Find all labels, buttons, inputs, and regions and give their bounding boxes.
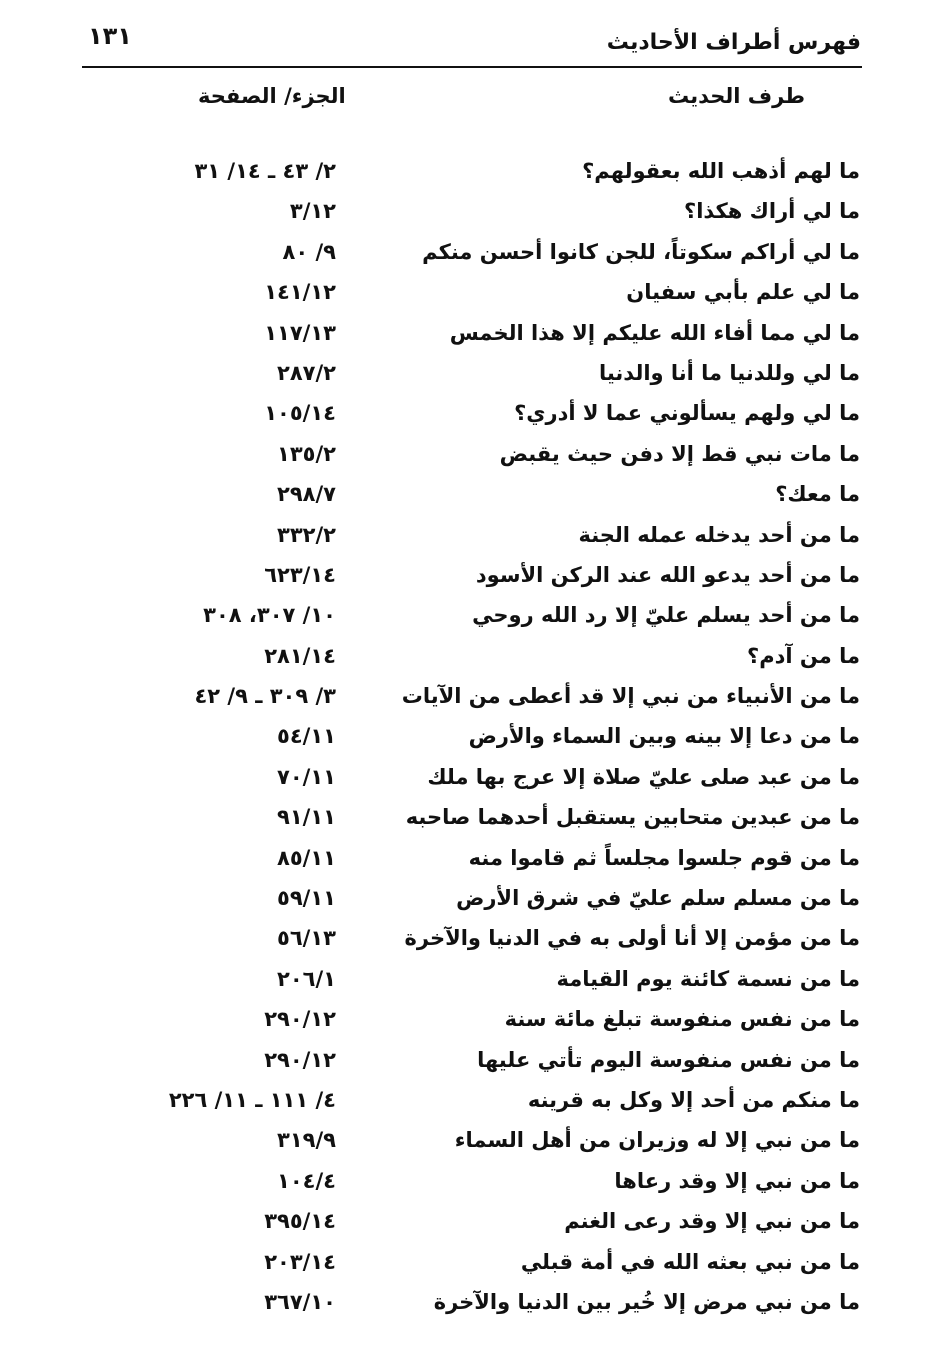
volume-page-ref: ٢٩٠/١٢ — [264, 1007, 336, 1032]
volume-page-ref: ٢٠٦/١ — [277, 966, 336, 991]
list-item — [82, 1084, 862, 1124]
volume-page-ref: ٢/ ٤٣ ـ ١٤/ ٣١ — [194, 159, 336, 183]
volume-page-ref: ٩١/١١ — [277, 805, 336, 830]
list-item — [82, 1044, 862, 1084]
header-rule — [82, 66, 862, 68]
hadith-text: ما منكم من أحد إلا وكل به قرينه — [527, 1087, 860, 1112]
hadith-text: ما لي علم بأبي سفيان — [626, 280, 860, 305]
column-header-reference: الجزء/ الصفحة — [198, 84, 346, 108]
list-item — [82, 519, 862, 559]
volume-page-ref: ٢٩٠/١٢ — [264, 1047, 336, 1072]
list-item — [82, 680, 862, 720]
list-item — [82, 317, 862, 357]
running-title: فهرس أطراف الأحاديث — [606, 30, 861, 55]
hadith-text: ما من مؤمن إلا أنا أولى به في الدنيا والآخرة — [404, 926, 860, 951]
volume-page-ref: ٢٠٣/١٤ — [264, 1249, 336, 1274]
hadith-text: ما من آدم؟ — [747, 643, 860, 668]
list-item — [82, 478, 862, 518]
volume-page-ref: ٧٠/١١ — [277, 764, 336, 789]
volume-page-ref: ٣/ ٣٠٩ ـ ٩/ ٤٢ — [194, 684, 336, 709]
list-item — [82, 882, 862, 922]
hadith-index-list — [82, 155, 862, 1326]
hadith-text: ما لي وللدنيا ما أنا والدنيا — [598, 360, 860, 385]
volume-page-ref: ١٠/ ٣٠٧، ٣٠٨ — [203, 603, 336, 628]
volume-page-ref: ٥٩/١١ — [277, 886, 336, 911]
column-header-hadith: طرف الحديث — [667, 84, 805, 108]
volume-page-ref: ١١٧/١٣ — [264, 320, 336, 345]
list-item — [82, 438, 862, 478]
list-item — [82, 195, 862, 235]
hadith-text: ما مات نبي قط إلا دفن حيث يقبض — [499, 441, 860, 466]
hadith-text: ما لي أراكم سكوتاً، للجن كانوا أحسن منكم — [422, 239, 860, 264]
list-item — [82, 559, 862, 599]
list-item — [82, 276, 862, 316]
list-item — [82, 1205, 862, 1245]
volume-page-ref: ٢٩٨/٧ — [277, 482, 336, 507]
list-item — [82, 842, 862, 882]
hadith-text: ما من عبدين متحابين يستقبل أحدهما صاحبه — [405, 805, 860, 830]
volume-page-ref: ٢٨١/١٤ — [264, 643, 336, 668]
list-item — [82, 801, 862, 841]
list-item — [82, 761, 862, 801]
list-item — [82, 155, 862, 195]
list-item — [82, 1165, 862, 1205]
volume-page-ref: ٤/ ١١١ ـ ١١/ ٢٢٦ — [168, 1087, 336, 1112]
hadith-text: ما من نبي بعثه الله في أمة قبلي — [520, 1249, 860, 1274]
volume-page-ref: ٣/١٢ — [289, 199, 336, 224]
volume-page-ref: ٥٦/١٣ — [277, 926, 336, 951]
hadith-text: ما من الأنبياء من نبي إلا قد أعطى من الآيات — [401, 684, 860, 709]
list-item — [82, 963, 862, 1003]
volume-page-ref: ١٤١/١٢ — [264, 280, 336, 305]
list-item — [82, 357, 862, 397]
hadith-text: ما لي أراك هكذا؟ — [684, 199, 860, 224]
list-item — [82, 599, 862, 639]
hadith-text: ما من نبي إلا وقد رعاها — [614, 1168, 860, 1193]
volume-page-ref: ٨٥/١١ — [277, 845, 336, 870]
volume-page-ref: ٥٤/١١ — [277, 724, 336, 749]
hadith-text: ما من أحد يدخله عمله الجنة — [578, 522, 860, 547]
volume-page-ref: ٣١٩/٩ — [277, 1128, 336, 1153]
hadith-text: ما من عبد صلى عليّ صلاة إلا عرج بها ملك — [427, 764, 860, 789]
hadith-text: ما لي مما أفاء الله عليكم إلا هذا الخمس — [449, 320, 860, 345]
hadith-text: ما من نفس منفوسة تبلغ مائة سنة — [504, 1007, 860, 1032]
list-item — [82, 1246, 862, 1286]
volume-page-ref: ٩/ ٨٠ — [282, 239, 336, 264]
volume-page-ref: ٣٦٧/١٠ — [264, 1289, 336, 1314]
volume-page-ref: ١٠٥/١٤ — [264, 401, 336, 426]
list-item — [82, 1286, 862, 1326]
hadith-text: ما لهم أذهب الله بعقولهم؟ — [582, 159, 860, 183]
volume-page-ref: ١٣٥/٢ — [277, 441, 336, 466]
hadith-text: ما من قوم جلسوا مجلساً ثم قاموا منه — [468, 845, 860, 870]
hadith-text: ما من نبي مرض إلا خُير بين الدنيا والآخرة — [433, 1289, 860, 1314]
page-number: ١٣١ — [88, 22, 132, 50]
list-item — [82, 922, 862, 962]
list-item — [82, 1124, 862, 1164]
volume-page-ref: ٣٩٥/١٤ — [264, 1209, 336, 1234]
hadith-text: ما من مسلم سلم عليّ في شرق الأرض — [456, 886, 860, 911]
volume-page-ref: ٣٣٢/٢ — [277, 522, 336, 547]
list-item — [82, 397, 862, 437]
hadith-text: ما من دعا إلا بينه وبين السماء والأرض — [468, 724, 860, 749]
hadith-text: ما من أحد يدعو الله عند الركن الأسود — [475, 562, 860, 587]
hadith-text: ما معك؟ — [775, 482, 860, 507]
hadith-text: ما من نبي إلا وقد رعى الغنم — [564, 1209, 860, 1234]
hadith-text: ما من نبي إلا له وزيران من أهل السماء — [454, 1128, 860, 1153]
volume-page-ref: ٦٢٣/١٤ — [264, 562, 336, 587]
hadith-text: ما من أحد يسلم عليّ إلا رد الله روحي — [472, 603, 860, 628]
hadith-text: ما من نفس منفوسة اليوم تأتي عليها — [477, 1047, 860, 1072]
list-item — [82, 1003, 862, 1043]
list-item — [82, 236, 862, 276]
volume-page-ref: ٢٨٧/٢ — [277, 360, 336, 385]
list-item — [82, 640, 862, 680]
hadith-text: ما من نسمة كائنة يوم القيامة — [556, 966, 860, 991]
hadith-text: ما لي ولهم يسألوني عما لا أدري؟ — [514, 401, 860, 426]
volume-page-ref: ١٠٤/٤ — [277, 1168, 336, 1193]
list-item — [82, 720, 862, 760]
